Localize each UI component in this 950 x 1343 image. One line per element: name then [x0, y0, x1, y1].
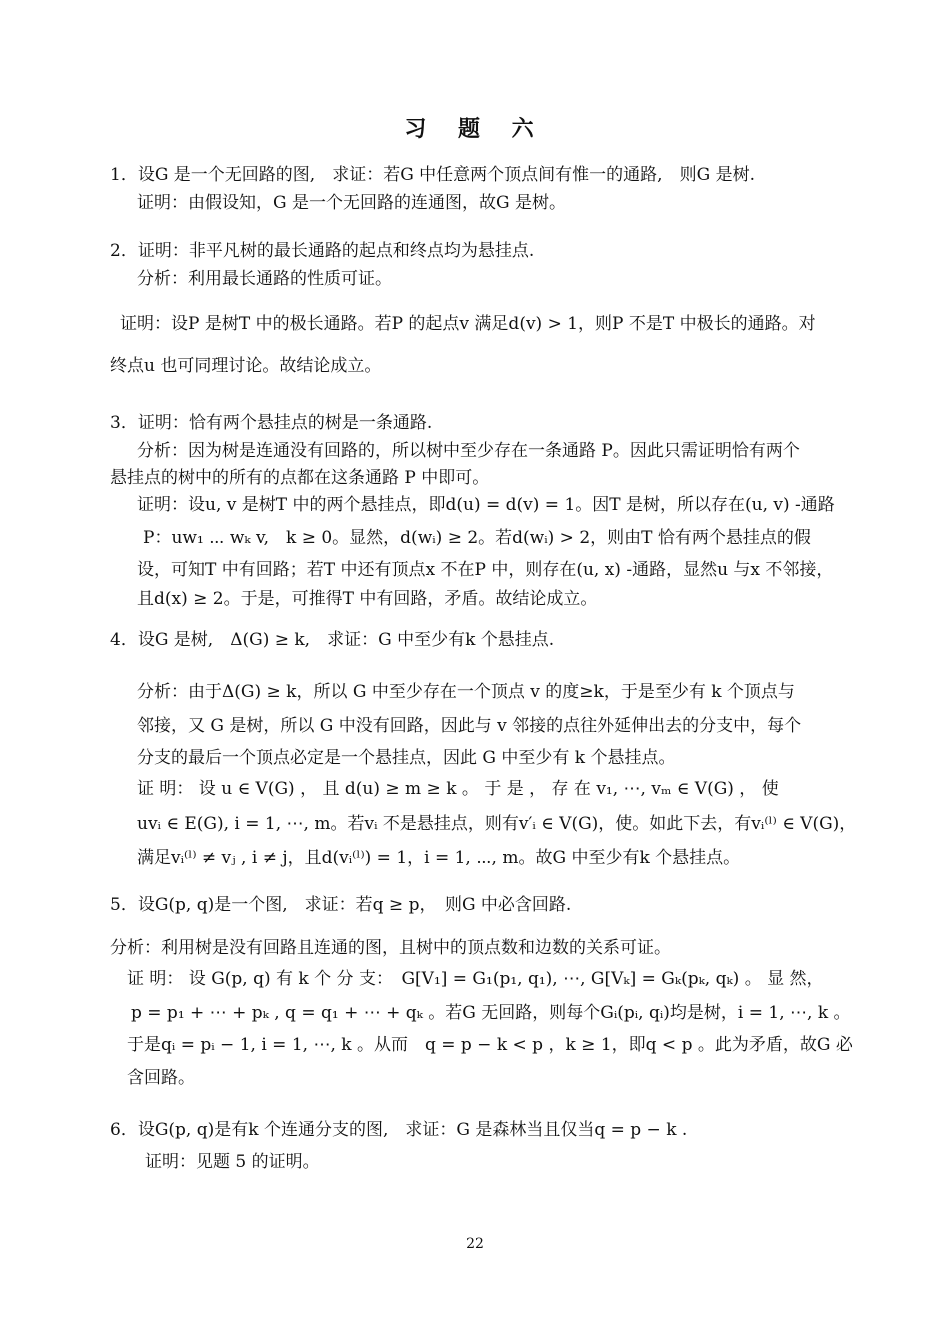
problem-6-statement: 6．设G(p, q)是有k 个连通分支的图, 求证：G 是森林当且仅当q = p − k .	[110, 1120, 688, 1140]
problem-5-proof-line-1: 证 明： 设 G(p, q) 有 k 个 分 支： G[V₁] = G₁(p₁, q₁), ⋯, G[Vₖ] = Gₖ(pₖ, qₖ) 。 显 然，	[127, 969, 824, 989]
problem-3-analysis-line-1: 分析：因为树是连通没有回路的，所以树中至少存在一条通路 P。因此只需证明恰有两个	[137, 441, 800, 461]
problem-5-proof-line-3: 于是qᵢ = pᵢ − 1, i = 1, ⋯, k 。从而 q = p − k < p ，k ≥ 1，即q < p 。此为矛盾，故G 必	[127, 1035, 853, 1055]
problem-5-proof-line-4: 含回路。	[127, 1068, 195, 1088]
problem-2-statement: 2．证明：非平凡树的最长通路的起点和终点均为悬挂点.	[110, 241, 535, 261]
page-title: 习 题 六	[404, 117, 546, 142]
problem-3-proof-line-3: 设，可知T 中有回路；若T 中还有顶点x 不在P 中，则存在(u, x) -通路，显然u 与x 不邻接，	[137, 560, 834, 580]
problem-1-statement: 1．设G 是一个无回路的图, 求证：若G 中任意两个顶点间有惟一的通路, 则G 是树.	[110, 165, 755, 185]
problem-3-proof-line-1: 证明：设u, v 是树T 中的两个悬挂点，即d(u) = d(v) = 1。因T 是树，所以存在(u, v) -通路	[137, 495, 835, 515]
page-number: 22	[466, 1236, 484, 1252]
problem-6-proof: 证明：见题 5 的证明。	[145, 1152, 320, 1172]
problem-5-statement: 5．设G(p, q)是一个图, 求证：若q ≥ p， 则G 中必含回路.	[110, 895, 572, 915]
problem-3-statement: 3．证明：恰有两个悬挂点的树是一条通路.	[110, 413, 433, 433]
problem-1-proof: 证明：由假设知，G 是一个无回路的连通图，故G 是树。	[137, 193, 566, 213]
problem-4-statement: 4．设G 是树, Δ(G) ≥ k, 求证：G 中至少有k 个悬挂点.	[110, 630, 555, 650]
problem-4-proof-line-3: 满足vᵢ⁽ˡ⁾ ≠ vⱼ , i ≠ j，且d(vᵢ⁽ˡ⁾) = 1，i = 1, ⋯, m。故G 中至少有k 个悬挂点。	[137, 848, 741, 868]
problem-2-proof-line-2: 终点u 也可同理讨论。故结论成立。	[110, 356, 382, 376]
problem-3-analysis-line-2: 悬挂点的树中的所有的点都在这条通路 P 中即可。	[110, 468, 490, 488]
problem-5-analysis: 分析：利用树是没有回路且连通的图，且树中的顶点数和边数的关系可证。	[110, 938, 671, 958]
problem-4-analysis-line-1: 分析：由于Δ(G) ≥ k，所以 G 中至少存在一个顶点 v 的度≥k，于是至少有 k 个顶点与	[137, 682, 795, 702]
problem-3-proof-line-4: 且d(x) ≥ 2。于是，可推得T 中有回路，矛盾。故结论成立。	[137, 589, 598, 609]
problem-3-proof-line-2: P：uw₁ ⋯ wₖ v, k ≥ 0。显然，d(wᵢ) ≥ 2。若d(wᵢ) > 2，则由T 恰有两个悬挂点的假	[143, 528, 811, 548]
problem-4-proof-line-2: uvᵢ ∈ E(G), i = 1, ⋯, m。若vᵢ 不是悬挂点，则有v′ᵢ ∈ V(G)，使。如此下去，有vᵢ⁽ˡ⁾ ∈ V(G)，	[137, 814, 857, 834]
problem-4-analysis-line-3: 分支的最后一个顶点必定是一个悬挂点，因此 G 中至少有 k 个悬挂点。	[137, 748, 676, 768]
problem-2-proof-line-1: 证明：设P 是树T 中的极长通路。若P 的起点v 满足d(v) > 1，则P 不是T 中极长的通路。对	[120, 314, 816, 334]
problem-4-analysis-line-2: 邻接，又 G 是树，所以 G 中没有回路，因此与 v 邻接的点往外延伸出去的分支中，每个	[137, 716, 802, 736]
problem-4-proof-line-1: 证 明： 设 u ∈ V(G) ， 且 d(u) ≥ m ≥ k 。 于 是 ， 存 在 v₁, ⋯, vₘ ∈ V(G) ， 使	[137, 779, 779, 799]
problem-2-analysis: 分析：利用最长通路的性质可证。	[137, 269, 392, 289]
problem-5-proof-line-2: p = p₁ + ⋯ + pₖ , q = q₁ + ⋯ + qₖ 。若G 无回路，则每个Gᵢ(pᵢ, qᵢ)均是树，i = 1, ⋯, k 。	[131, 1003, 851, 1023]
